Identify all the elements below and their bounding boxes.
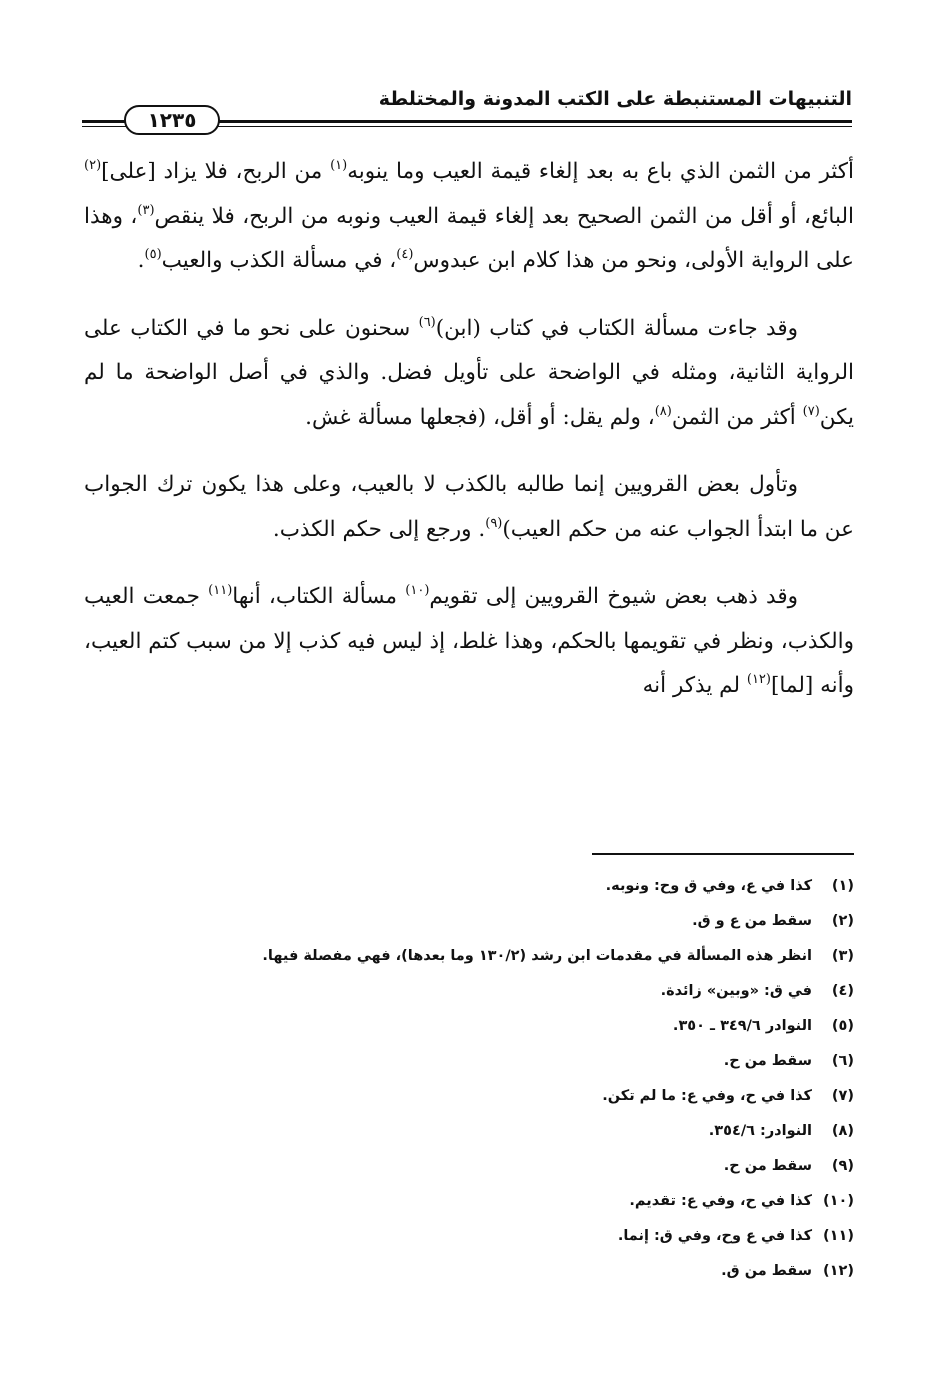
footnote-marker: (١٠) [405, 583, 430, 598]
page-header [82, 84, 852, 134]
text-segment: أكثر من الثمن الذي باع به بعد إلغاء قيمة العيب وما ينوبه [347, 159, 855, 184]
paragraph [84, 150, 854, 284]
footnote [84, 974, 854, 1009]
text-segment: الكذب. [272, 516, 336, 542]
running-title: التنبيهات المستنبطة على الكتب المدونة والمختلطة [378, 88, 852, 110]
text-segment: مسألة غش. [305, 404, 413, 430]
footnote [84, 1044, 854, 1079]
footnote-number: (٧) [831, 1088, 854, 1104]
main-text [84, 150, 854, 709]
text-segment: جمعت العيب والكذب، ونظر في تقويمها بالحكم، وهذا غلط، إذ ليس [84, 584, 855, 654]
footnote-text: في ق: «وبين» زائدة. [660, 983, 812, 999]
text-segment: ترك الجواب عن ما ابتدأ الجواب عنه من حكم العيب) [84, 472, 854, 542]
footnote-marker: (٦) [418, 314, 436, 330]
text-segment: ، ولم يقل: أو أقل، (فجعلها [419, 404, 655, 430]
footnote-text: سقط من ح. [723, 1053, 812, 1069]
text-segment: ، في مسألة الكذب والعيب [161, 248, 397, 273]
footnote-separator [592, 853, 854, 855]
footnote-marker: (١١) [208, 583, 233, 598]
paragraph [84, 463, 854, 552]
footnote-text: انظر هذه المسألة في مقدمات ابن رشد (١٣٠/٢ وما بعدها)، فهي مفصلة فيها. [262, 948, 812, 964]
footnote-marker: (٥) [144, 247, 162, 262]
footnote-text: سقط من ق. [721, 1263, 812, 1279]
footnote [84, 1254, 854, 1289]
footnote-marker: (٢) [84, 158, 102, 173]
text-segment: وقد ذهب بعض شيوخ القرويين إلى تقويم [429, 584, 798, 609]
footnote-number: (١٢) [823, 1263, 854, 1279]
footnote-marker: (١) [330, 158, 348, 173]
footnote-text: النوادر: ٣٥٤/٦. [708, 1123, 812, 1139]
paragraph [84, 307, 854, 441]
footnote-number: (٥) [831, 1018, 854, 1034]
footnote-text: كذا في ح، وفي ع: ما لم تكن. [602, 1088, 812, 1104]
footnote-marker: (٨) [654, 403, 672, 419]
footnote [84, 1219, 854, 1254]
footnote [84, 1114, 854, 1149]
footnote [84, 1184, 854, 1219]
footnote-number: (٢) [831, 913, 854, 929]
text-segment: أكثر من الثمن [671, 404, 803, 430]
footnote-number: (٨) [831, 1123, 854, 1139]
text-segment: العيب ونوبه من الربح، فلا ينقص [154, 203, 440, 229]
text-segment: من هذا كلام ابن عبدوس [413, 248, 630, 273]
text-segment: سحنون على نحو ما في [196, 315, 419, 341]
page-number: ١٢٣٥ [124, 105, 220, 135]
text-segment: وقد جاءت مسألة الكتاب في كتاب (ابن) [435, 315, 798, 341]
footnote-number: (١) [831, 878, 854, 894]
text-segment: مسألة الكتاب، أنها [232, 584, 406, 609]
footnote-marker: (٧) [802, 403, 820, 419]
text-segment: فيه كذب إلا من سبب كتم العيب، وأنه [لما] [84, 628, 854, 698]
footnote-text: كذا في ح، وفي ع: تقديم. [629, 1193, 812, 1209]
footnote-number: (٣) [831, 948, 854, 964]
text-segment: من الربح، [235, 159, 331, 184]
text-segment: أصل الواضحة ما لم يكن [84, 360, 854, 430]
footnotes-list [84, 869, 854, 1289]
footnote-number: (١١) [823, 1228, 854, 1244]
footnote-number: (٤) [831, 983, 854, 999]
footnote-text: كذا في ع وح، وفي ق: إنما. [617, 1228, 812, 1244]
text-segment: البائع، أو أقل من الثمن الصحيح بعد إلغاء قيمة [446, 203, 854, 229]
text-segment: لم يذكر أنه [642, 673, 747, 698]
footnote-marker: (٤) [396, 247, 414, 262]
footnote [84, 869, 854, 904]
footnote-number: (٦) [831, 1053, 854, 1069]
footnote-marker: (٣) [137, 202, 155, 218]
text-segment: . [137, 248, 145, 273]
text-segment: وتأول بعض القرويين إنما طالبه بالكذب لا بالعيب، وعلى هذا يكون [201, 472, 798, 497]
text-segment: . ورجع إلى حكم [342, 516, 486, 542]
text-segment: فلا يزاد [على] [101, 159, 228, 184]
footnote [84, 1149, 854, 1184]
footnote-text: سقط من ح. [723, 1158, 812, 1174]
footnote [84, 1079, 854, 1114]
footnote-text: سقط من ع و ق. [692, 913, 812, 929]
footnote-number: (٩) [831, 1158, 854, 1174]
footnote [84, 904, 854, 939]
footnote-text: النوادر ٣٤٩/٦ ـ ٣٥٠. [672, 1018, 812, 1034]
footnote [84, 1009, 854, 1044]
footnote-marker: (١٢) [746, 672, 771, 687]
footnote-text: كذا في ع، وفي ق وح: ونوبه. [605, 878, 812, 894]
text-segment: ، وهذا على الرواية الأولى، ونحو [84, 203, 854, 273]
paragraph [84, 575, 854, 709]
footnote-marker: (٩) [485, 515, 503, 531]
text-segment: الكتاب على الرواية الثانية، ومثله في الواضحة على تأويل فضل. والذي في [84, 315, 854, 385]
footnote [84, 939, 854, 974]
footnote-number: (١٠) [823, 1193, 854, 1209]
